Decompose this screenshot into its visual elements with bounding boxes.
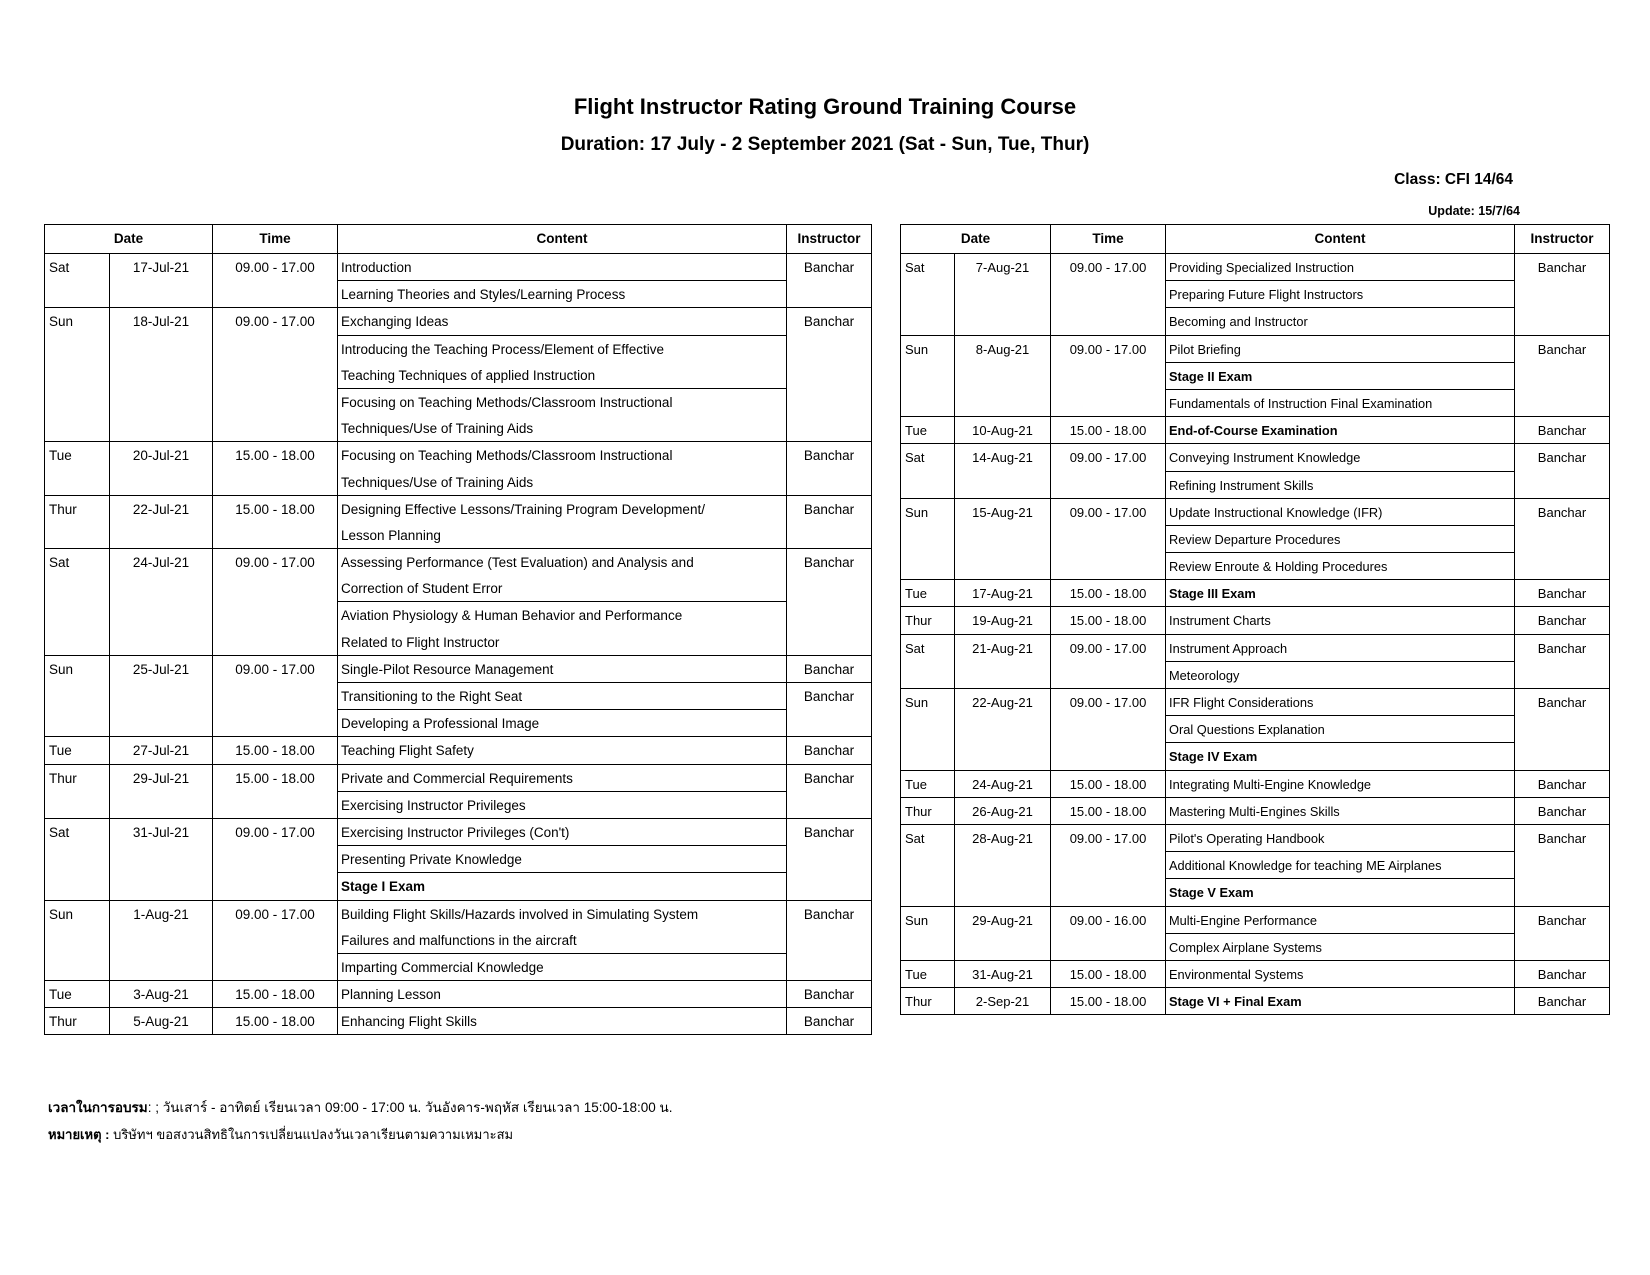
content-cell: Exercising Instructor Privileges	[338, 791, 787, 818]
table-row	[45, 308, 872, 335]
date-cell: 3-Aug-21	[110, 981, 213, 1008]
time-cell: 15.00 - 18.00	[213, 764, 338, 818]
content-cell: Stage II Exam	[1166, 362, 1515, 389]
training-hours-text: : ; วันเสาร์ - อาทิตย์ เรียนเวลา 09:00 - 17:00 น. วันอังคาร-พฤหัส เรียนเวลา 15:00-18:00 น.	[147, 1100, 673, 1115]
date-cell: 8-Aug-21	[955, 335, 1051, 417]
time-cell: 15.00 - 18.00	[213, 981, 338, 1008]
table-row	[45, 737, 872, 764]
table-row	[901, 689, 1610, 716]
instructor-cell: Banchar	[1515, 254, 1610, 336]
content-cell: Stage III Exam	[1166, 580, 1515, 607]
content-cell: Conveying Instrument Knowledge	[1166, 444, 1515, 471]
instructor-cell: Banchar	[787, 764, 872, 818]
content-cell: Single-Pilot Resource Management	[338, 655, 787, 682]
content-cell: Introduction	[338, 254, 787, 281]
date-cell: 1-Aug-21	[110, 900, 213, 981]
instructor-cell: Banchar	[787, 549, 872, 656]
content-cell: Transitioning to the Right Seat	[338, 683, 787, 710]
table-header-row	[901, 225, 1610, 254]
instructor-cell: Banchar	[1515, 824, 1610, 906]
table-row	[45, 818, 872, 845]
time-cell: 09.00 - 17.00	[1051, 444, 1166, 498]
day-cell: Sat	[45, 549, 110, 656]
table-row	[45, 1008, 872, 1035]
day-cell: Tue	[45, 737, 110, 764]
content-header: Content	[1166, 225, 1515, 254]
table-row	[901, 607, 1610, 634]
instructor-header: Instructor	[1515, 225, 1610, 254]
date-cell: 24-Aug-21	[955, 770, 1051, 797]
date-cell: 7-Aug-21	[955, 254, 1051, 336]
date-cell: 26-Aug-21	[955, 797, 1051, 824]
table-row	[901, 906, 1610, 933]
content-cell: Stage IV Exam	[1166, 743, 1515, 770]
content-cell: Review Enroute & Holding Procedures	[1166, 553, 1515, 580]
time-cell: 15.00 - 18.00	[1051, 580, 1166, 607]
time-header: Time	[1051, 225, 1166, 254]
day-cell: Sat	[45, 818, 110, 900]
date-cell: 27-Jul-21	[110, 737, 213, 764]
content-cell: Teaching Flight Safety	[338, 737, 787, 764]
date-cell: 18-Jul-21	[110, 308, 213, 442]
instructor-cell: Banchar	[787, 254, 872, 308]
instructor-cell: Banchar	[787, 683, 872, 737]
day-cell: Sat	[901, 254, 955, 336]
remark-text: บริษัทฯ ขอสงวนสิทธิในการเปลี่ยนแปลงวันเวลาเรียนตามความเหมาะสม	[109, 1127, 514, 1142]
table-row	[901, 417, 1610, 444]
date-cell: 22-Jul-21	[110, 495, 213, 548]
content-cell: IFR Flight Considerations	[1166, 689, 1515, 716]
day-cell: Sun	[45, 308, 110, 442]
time-cell: 09.00 - 17.00	[213, 308, 338, 442]
time-cell: 09.00 - 17.00	[1051, 824, 1166, 906]
table-row	[901, 824, 1610, 851]
date-cell: 25-Jul-21	[110, 655, 213, 737]
content-cell: Introducing the Teaching Process/Element of Effective	[338, 335, 787, 362]
instructor-cell: Banchar	[1515, 770, 1610, 797]
date-cell: 17-Jul-21	[110, 254, 213, 308]
table-row	[901, 335, 1610, 362]
time-cell: 15.00 - 18.00	[213, 495, 338, 548]
date-cell: 10-Aug-21	[955, 417, 1051, 444]
day-cell: Tue	[901, 580, 955, 607]
time-cell: 09.00 - 17.00	[213, 549, 338, 656]
content-cell: Integrating Multi-Engine Knowledge	[1166, 770, 1515, 797]
instructor-cell: Banchar	[1515, 607, 1610, 634]
table-row	[45, 981, 872, 1008]
time-cell: 09.00 - 17.00	[213, 254, 338, 308]
instructor-cell: Banchar	[787, 818, 872, 900]
instructor-cell: Banchar	[787, 655, 872, 682]
date-cell: 19-Aug-21	[955, 607, 1051, 634]
table-header-row	[45, 225, 872, 254]
content-cell: Failures and malfunctions in the aircraft	[338, 927, 787, 954]
time-header: Time	[213, 225, 338, 254]
content-cell: Aviation Physiology & Human Behavior and Performance	[338, 602, 787, 629]
instructor-cell: Banchar	[1515, 634, 1610, 688]
time-cell: 15.00 - 18.00	[1051, 770, 1166, 797]
table-row	[901, 960, 1610, 987]
content-cell: Lesson Planning	[338, 522, 787, 549]
time-cell: 15.00 - 18.00	[213, 1008, 338, 1035]
instructor-cell: Banchar	[1515, 417, 1610, 444]
day-cell: Sun	[901, 335, 955, 417]
training-hours-note	[48, 1096, 672, 1118]
table-row	[45, 442, 872, 469]
day-cell: Thur	[45, 495, 110, 548]
instructor-cell: Banchar	[787, 737, 872, 764]
content-cell: Correction of Student Error	[338, 575, 787, 602]
instructor-header: Instructor	[787, 225, 872, 254]
content-cell: Developing a Professional Image	[338, 710, 787, 737]
instructor-cell: Banchar	[1515, 335, 1610, 417]
time-cell: 09.00 - 17.00	[213, 655, 338, 737]
date-cell: 17-Aug-21	[955, 580, 1051, 607]
content-cell: Pilot Briefing	[1166, 335, 1515, 362]
day-cell: Tue	[901, 770, 955, 797]
instructor-cell: Banchar	[787, 981, 872, 1008]
date-header: Date	[901, 225, 1051, 254]
day-cell: Sun	[901, 689, 955, 771]
date-cell: 29-Aug-21	[955, 906, 1051, 960]
table-row	[901, 797, 1610, 824]
time-cell: 09.00 - 17.00	[1051, 254, 1166, 336]
content-cell: Exchanging Ideas	[338, 308, 787, 335]
content-cell: Multi-Engine Performance	[1166, 906, 1515, 933]
table-row	[901, 580, 1610, 607]
page-title: Flight Instructor Rating Ground Training Course	[573, 94, 1077, 119]
update-label: Update: 15/7/64	[1428, 204, 1520, 218]
date-header: Date	[45, 225, 213, 254]
date-cell: 15-Aug-21	[955, 498, 1051, 580]
table-row	[901, 498, 1610, 525]
date-cell: 2-Sep-21	[955, 988, 1051, 1015]
day-cell: Sun	[45, 900, 110, 981]
content-cell: Designing Effective Lessons/Training Program Development/	[338, 495, 787, 522]
time-cell: 09.00 - 17.00	[1051, 634, 1166, 688]
day-cell: Thur	[45, 764, 110, 818]
day-cell: Tue	[901, 960, 955, 987]
table-row	[901, 770, 1610, 797]
content-cell: Focusing on Teaching Methods/Classroom Instructional	[338, 442, 787, 469]
time-cell: 15.00 - 18.00	[1051, 417, 1166, 444]
day-cell: Sun	[45, 655, 110, 737]
date-cell: 31-Jul-21	[110, 818, 213, 900]
time-cell: 09.00 - 16.00	[1051, 906, 1166, 960]
day-cell: Sun	[901, 906, 955, 960]
content-cell: Environmental Systems	[1166, 960, 1515, 987]
content-cell: Update Instructional Knowledge (IFR)	[1166, 498, 1515, 525]
day-cell: Thur	[45, 1008, 110, 1035]
instructor-cell: Banchar	[787, 1008, 872, 1035]
instructor-cell: Banchar	[787, 495, 872, 548]
table-row	[901, 444, 1610, 471]
content-cell: Review Departure Procedures	[1166, 525, 1515, 552]
content-cell: Focusing on Teaching Methods/Classroom Instructional	[338, 388, 787, 415]
day-cell: Thur	[901, 988, 955, 1015]
time-cell: 09.00 - 17.00	[213, 900, 338, 981]
content-cell: Meteorology	[1166, 661, 1515, 688]
day-cell: Tue	[45, 442, 110, 495]
table-row	[45, 764, 872, 791]
instructor-cell: Banchar	[1515, 797, 1610, 824]
content-cell: Stage VI + Final Exam	[1166, 988, 1515, 1015]
date-cell: 22-Aug-21	[955, 689, 1051, 771]
content-cell: Imparting Commercial Knowledge	[338, 953, 787, 980]
day-cell: Tue	[45, 981, 110, 1008]
remark-label: หมายเหตุ :	[48, 1127, 110, 1142]
day-cell: Sun	[901, 498, 955, 580]
content-cell: Refining Instrument Skills	[1166, 471, 1515, 498]
table-row	[45, 254, 872, 281]
content-cell: Mastering Multi-Engines Skills	[1166, 797, 1515, 824]
instructor-cell: Banchar	[787, 900, 872, 981]
day-cell: Thur	[901, 607, 955, 634]
time-cell: 15.00 - 18.00	[213, 737, 338, 764]
content-cell: Enhancing Flight Skills	[338, 1008, 787, 1035]
table-row	[45, 549, 872, 576]
instructor-cell: Banchar	[1515, 498, 1610, 580]
day-cell: Sat	[901, 634, 955, 688]
date-cell: 28-Aug-21	[955, 824, 1051, 906]
time-cell: 15.00 - 18.00	[1051, 797, 1166, 824]
content-cell: Fundamentals of Instruction Final Examination	[1166, 389, 1515, 416]
instructor-cell: Banchar	[1515, 988, 1610, 1015]
content-cell: Preparing Future Flight Instructors	[1166, 281, 1515, 308]
table-row	[45, 495, 872, 522]
content-cell: Techniques/Use of Training Aids	[338, 469, 787, 496]
instructor-cell: Banchar	[1515, 960, 1610, 987]
content-cell: Exercising Instructor Privileges (Con't)	[338, 818, 787, 845]
day-cell: Sat	[45, 254, 110, 308]
content-cell: Providing Specialized Instruction	[1166, 254, 1515, 281]
date-cell: 14-Aug-21	[955, 444, 1051, 498]
table-row	[45, 655, 872, 682]
content-cell: Assessing Performance (Test Evaluation) and Analysis and	[338, 549, 787, 576]
content-cell: Becoming and Instructor	[1166, 308, 1515, 335]
day-cell: Tue	[901, 417, 955, 444]
instructor-cell: Banchar	[787, 308, 872, 442]
content-cell: Private and Commercial Requirements	[338, 764, 787, 791]
table-row	[901, 634, 1610, 661]
date-cell: 20-Jul-21	[110, 442, 213, 495]
course-duration: Duration: 17 July - 2 September 2021 (Sat - Sun, Tue, Thur)	[560, 134, 1090, 155]
day-cell: Thur	[901, 797, 955, 824]
table-row	[901, 254, 1610, 281]
content-cell: Related to Flight Instructor	[338, 629, 787, 656]
time-cell: 09.00 - 17.00	[213, 818, 338, 900]
instructor-cell: Banchar	[1515, 906, 1610, 960]
date-cell: 31-Aug-21	[955, 960, 1051, 987]
content-cell: End-of-Course Examination	[1166, 417, 1515, 444]
content-cell: Stage I Exam	[338, 873, 787, 900]
time-cell: 09.00 - 17.00	[1051, 689, 1166, 771]
instructor-cell: Banchar	[1515, 580, 1610, 607]
time-cell: 15.00 - 18.00	[1051, 607, 1166, 634]
instructor-cell: Banchar	[1515, 689, 1610, 771]
content-cell: Planning Lesson	[338, 981, 787, 1008]
time-cell: 15.00 - 18.00	[213, 442, 338, 495]
day-cell: Sat	[901, 824, 955, 906]
content-cell: Teaching Techniques of applied Instruction	[338, 362, 787, 389]
table-row	[45, 900, 872, 927]
day-cell: Sat	[901, 444, 955, 498]
schedule-table-right	[900, 224, 1610, 1015]
training-hours-label: เวลาในการอบรม	[48, 1100, 148, 1115]
content-cell: Presenting Private Knowledge	[338, 846, 787, 873]
content-cell: Pilot's Operating Handbook	[1166, 824, 1515, 851]
content-cell: Oral Questions Explanation	[1166, 716, 1515, 743]
time-cell: 09.00 - 17.00	[1051, 335, 1166, 417]
content-cell: Techniques/Use of Training Aids	[338, 415, 787, 442]
content-cell: Building Flight Skills/Hazards involved in Simulating System	[338, 900, 787, 927]
content-cell: Stage V Exam	[1166, 879, 1515, 906]
content-cell: Learning Theories and Styles/Learning Process	[338, 281, 787, 308]
date-cell: 5-Aug-21	[110, 1008, 213, 1035]
date-cell: 21-Aug-21	[955, 634, 1051, 688]
content-cell: Additional Knowledge for teaching ME Airplanes	[1166, 852, 1515, 879]
instructor-cell: Banchar	[1515, 444, 1610, 498]
date-cell: 29-Jul-21	[110, 764, 213, 818]
time-cell: 15.00 - 18.00	[1051, 988, 1166, 1015]
instructor-cell: Banchar	[787, 442, 872, 495]
content-header: Content	[338, 225, 787, 254]
date-cell: 24-Jul-21	[110, 549, 213, 656]
remark-note	[48, 1124, 513, 1145]
content-cell: Instrument Charts	[1166, 607, 1515, 634]
class-label: Class: CFI 14/64	[1394, 171, 1513, 188]
schedule-table-left	[44, 224, 872, 1035]
content-cell: Instrument Approach	[1166, 634, 1515, 661]
content-cell: Complex Airplane Systems	[1166, 933, 1515, 960]
time-cell: 09.00 - 17.00	[1051, 498, 1166, 580]
time-cell: 15.00 - 18.00	[1051, 960, 1166, 987]
